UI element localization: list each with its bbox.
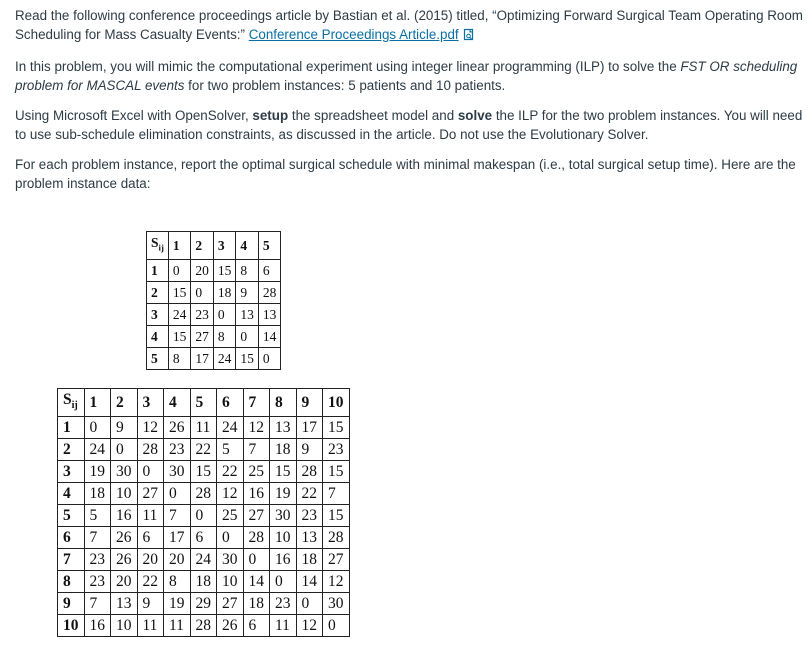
table-row xyxy=(58,483,350,505)
table-cell: 19 xyxy=(164,593,191,615)
table-cell: 15 xyxy=(236,347,259,369)
table-cell: 30 xyxy=(323,593,350,615)
column-header: 9 xyxy=(296,389,323,417)
row-header: 9 xyxy=(58,593,85,615)
table-row xyxy=(58,593,350,615)
table-cell: 28 xyxy=(296,461,323,483)
table-cell: 23 xyxy=(270,593,297,615)
table-cell: 27 xyxy=(243,505,270,527)
table-cell: 23 xyxy=(84,549,111,571)
row-header: 2 xyxy=(147,281,169,303)
table-cell: 22 xyxy=(137,571,164,593)
table-cell: 28 xyxy=(190,483,217,505)
table-row xyxy=(58,461,350,483)
table-cell: 0 xyxy=(296,593,323,615)
table-cell: 0 xyxy=(323,615,350,637)
column-header: 4 xyxy=(236,232,259,260)
table-cell: 30 xyxy=(164,461,191,483)
table-cell: 10 xyxy=(270,527,297,549)
table-cell: 23 xyxy=(191,303,214,325)
table-cell: 10 xyxy=(111,615,138,637)
table-cell: 0 xyxy=(137,461,164,483)
table-cell: 6 xyxy=(137,527,164,549)
row-header: 6 xyxy=(58,527,85,549)
table-cell: 12 xyxy=(137,417,164,439)
column-header: 2 xyxy=(191,232,214,260)
row-header: 8 xyxy=(58,571,85,593)
table-cell: 17 xyxy=(164,527,191,549)
row-header: 3 xyxy=(147,303,169,325)
instructions-paragraph xyxy=(15,106,805,144)
report-paragraph: For each problem instance, report the optimal surgical schedule with minimal makespan (i.e., total surgical setup time). Here are the problem instance data: xyxy=(15,157,796,191)
setup-time-table-10-patients xyxy=(57,388,350,637)
table-row xyxy=(58,571,350,593)
table-cell: 23 xyxy=(296,505,323,527)
table-cell: 18 xyxy=(270,439,297,461)
column-header: 10 xyxy=(323,389,350,417)
column-header: 5 xyxy=(258,232,281,260)
table-cell: 0 xyxy=(213,303,236,325)
instructions-solve: solve xyxy=(457,108,493,123)
table-cell: 15 xyxy=(190,461,217,483)
table-cell: 23 xyxy=(164,439,191,461)
table-cell: 9 xyxy=(137,593,164,615)
table-cell: 16 xyxy=(243,483,270,505)
table-cell: 17 xyxy=(191,347,214,369)
column-header: 1 xyxy=(168,232,191,260)
setup-time-table-5-patients xyxy=(146,231,281,370)
table-cell: 26 xyxy=(111,527,138,549)
table-cell: 12 xyxy=(243,417,270,439)
table-cell: 5 xyxy=(84,505,111,527)
column-header: 6 xyxy=(217,389,244,417)
table-cell: 6 xyxy=(243,615,270,637)
table-cell: 14 xyxy=(296,571,323,593)
table-cell: 15 xyxy=(270,461,297,483)
column-header: 4 xyxy=(164,389,191,417)
table-row xyxy=(58,417,350,439)
table-cell: 20 xyxy=(164,549,191,571)
table-cell: 22 xyxy=(217,461,244,483)
table-cell: 18 xyxy=(190,571,217,593)
table-cell: 17 xyxy=(296,417,323,439)
row-header: 3 xyxy=(58,461,85,483)
table-cell: 12 xyxy=(323,571,350,593)
table-cell: 11 xyxy=(137,615,164,637)
table-cell: 15 xyxy=(323,417,350,439)
table-cell: 6 xyxy=(190,527,217,549)
problem-paragraph xyxy=(15,57,805,95)
table-cell: 25 xyxy=(243,461,270,483)
table-cell: 5 xyxy=(217,439,244,461)
table-row xyxy=(147,347,281,369)
problem-text-b: for two problem instances: 5 patients and 10 patients. xyxy=(184,78,506,93)
table-cell: 15 xyxy=(168,281,191,303)
table-cell: 14 xyxy=(258,325,281,347)
table-cell: 13 xyxy=(296,527,323,549)
table-cell: 27 xyxy=(137,483,164,505)
table-cell: 8 xyxy=(213,325,236,347)
table-row xyxy=(58,439,350,461)
article-pdf-link[interactable]: Conference Proceedings Article.pdf xyxy=(248,27,459,42)
table-cell: 0 xyxy=(191,281,214,303)
table-row xyxy=(58,527,350,549)
table-cell: 20 xyxy=(191,259,214,281)
table-cell: 18 xyxy=(296,549,323,571)
table-cell: 15 xyxy=(213,259,236,281)
row-header: 5 xyxy=(147,347,169,369)
table-cell: 26 xyxy=(217,615,244,637)
table-cell: 30 xyxy=(111,461,138,483)
table-cell: 28 xyxy=(258,281,281,303)
instructions-text-b: the spreadsheet model and xyxy=(288,108,458,123)
table-cell: 11 xyxy=(190,417,217,439)
instructions-text-c: the ILP for the two problem instances. You will need to use sub-schedule elimination constraints, as discussed in the article. Do not use the Evolutionary Solver. xyxy=(15,108,803,142)
table-cell: 7 xyxy=(84,593,111,615)
table-row xyxy=(147,325,281,347)
table-cell: 16 xyxy=(111,505,138,527)
column-header: 5 xyxy=(190,389,217,417)
row-header: 4 xyxy=(147,325,169,347)
table-cell: 30 xyxy=(217,549,244,571)
table-cell: 8 xyxy=(164,571,191,593)
table-cell: 25 xyxy=(217,505,244,527)
table-cell: 9 xyxy=(111,417,138,439)
table-cell: 16 xyxy=(270,549,297,571)
column-header: 3 xyxy=(213,232,236,260)
table-row xyxy=(147,259,281,281)
row-header: 1 xyxy=(147,259,169,281)
table-cell: 0 xyxy=(84,417,111,439)
table-cell: 23 xyxy=(84,571,111,593)
instructions-text-a: Using Microsoft Excel with OpenSolver, xyxy=(15,108,253,123)
column-header: 2 xyxy=(111,389,138,417)
instructions-setup: setup xyxy=(252,108,289,123)
intro-paragraph xyxy=(15,6,805,46)
problem-text-a: In this problem, you will mimic the computational experiment using integer linear programming (ILP) to solve the xyxy=(15,59,681,74)
table-cell: 16 xyxy=(84,615,111,637)
table-corner-label: $S_{ij}$ xyxy=(58,389,85,417)
table-cell: 15 xyxy=(323,505,350,527)
table-cell: 19 xyxy=(84,461,111,483)
table-cell: 8 xyxy=(168,347,191,369)
column-header: 1 xyxy=(84,389,111,417)
table-cell: 13 xyxy=(258,303,281,325)
table-cell: 24 xyxy=(84,439,111,461)
table-cell: 6 xyxy=(258,259,281,281)
table-cell: 26 xyxy=(164,417,191,439)
table-cell: 24 xyxy=(217,417,244,439)
table-cell: 0 xyxy=(164,483,191,505)
row-header: 2 xyxy=(58,439,85,461)
column-header: 3 xyxy=(137,389,164,417)
table-cell: 0 xyxy=(243,549,270,571)
intro-text: Read the following conference proceedings article by Bastian et al. (2015) titled, “Optimizing Forward Surgical Team Operating Room Scheduling for Mass Casualty Events:” xyxy=(15,8,803,42)
table-cell: 7 xyxy=(164,505,191,527)
table-cell: 28 xyxy=(190,615,217,637)
document-preview-icon[interactable] xyxy=(463,27,475,46)
table-cell: 0 xyxy=(258,347,281,369)
table-header-row xyxy=(147,232,281,260)
table-cell: 0 xyxy=(168,259,191,281)
table-header-row xyxy=(58,389,350,417)
row-header: 1 xyxy=(58,417,85,439)
row-header: 4 xyxy=(58,483,85,505)
table-cell: 13 xyxy=(270,417,297,439)
table-cell: 18 xyxy=(213,281,236,303)
table-corner-label: $S_{ij}$ xyxy=(147,232,169,260)
table-row xyxy=(147,281,281,303)
table-cell: 20 xyxy=(137,549,164,571)
table-cell: 0 xyxy=(111,439,138,461)
table-row xyxy=(58,505,350,527)
table-cell: 27 xyxy=(217,593,244,615)
table-cell: 9 xyxy=(296,439,323,461)
table-cell: 7 xyxy=(84,527,111,549)
table-cell: 0 xyxy=(270,571,297,593)
table-cell: 7 xyxy=(243,439,270,461)
table-cell: 28 xyxy=(137,439,164,461)
table-cell: 11 xyxy=(137,505,164,527)
table-cell: 8 xyxy=(236,259,259,281)
table-cell: 24 xyxy=(168,303,191,325)
table-cell: 15 xyxy=(323,461,350,483)
row-header: 10 xyxy=(58,615,85,637)
problem-text-em: FST OR scheduling problem for MASCAL events xyxy=(15,59,798,93)
table-cell: 10 xyxy=(217,571,244,593)
table-cell: 13 xyxy=(236,303,259,325)
row-header: 7 xyxy=(58,549,85,571)
table-cell: 10 xyxy=(111,483,138,505)
table-row xyxy=(147,303,281,325)
table-cell: 15 xyxy=(168,325,191,347)
table-cell: 9 xyxy=(236,281,259,303)
table-cell: 28 xyxy=(243,527,270,549)
assignment-content xyxy=(15,6,805,204)
table-cell: 22 xyxy=(190,439,217,461)
table-cell: 7 xyxy=(323,483,350,505)
table-cell: 28 xyxy=(323,527,350,549)
table-cell: 27 xyxy=(323,549,350,571)
table-cell: 23 xyxy=(323,439,350,461)
table-row xyxy=(58,549,350,571)
table-cell: 12 xyxy=(217,483,244,505)
table-cell: 14 xyxy=(243,571,270,593)
table-cell: 0 xyxy=(190,505,217,527)
row-header: 5 xyxy=(58,505,85,527)
table-cell: 22 xyxy=(296,483,323,505)
table-cell: 11 xyxy=(164,615,191,637)
table-cell: 18 xyxy=(243,593,270,615)
table-cell: 11 xyxy=(270,615,297,637)
table-cell: 24 xyxy=(190,549,217,571)
table-cell: 20 xyxy=(111,571,138,593)
table-cell: 19 xyxy=(270,483,297,505)
table-cell: 0 xyxy=(236,325,259,347)
table-cell: 24 xyxy=(213,347,236,369)
table-cell: 30 xyxy=(270,505,297,527)
table-cell: 29 xyxy=(190,593,217,615)
table-cell: 0 xyxy=(217,527,244,549)
column-header: 7 xyxy=(243,389,270,417)
table-cell: 27 xyxy=(191,325,214,347)
table-cell: 18 xyxy=(84,483,111,505)
column-header: 8 xyxy=(270,389,297,417)
table-cell: 12 xyxy=(296,615,323,637)
table-cell: 13 xyxy=(111,593,138,615)
table-row xyxy=(58,615,350,637)
table-cell: 26 xyxy=(111,549,138,571)
